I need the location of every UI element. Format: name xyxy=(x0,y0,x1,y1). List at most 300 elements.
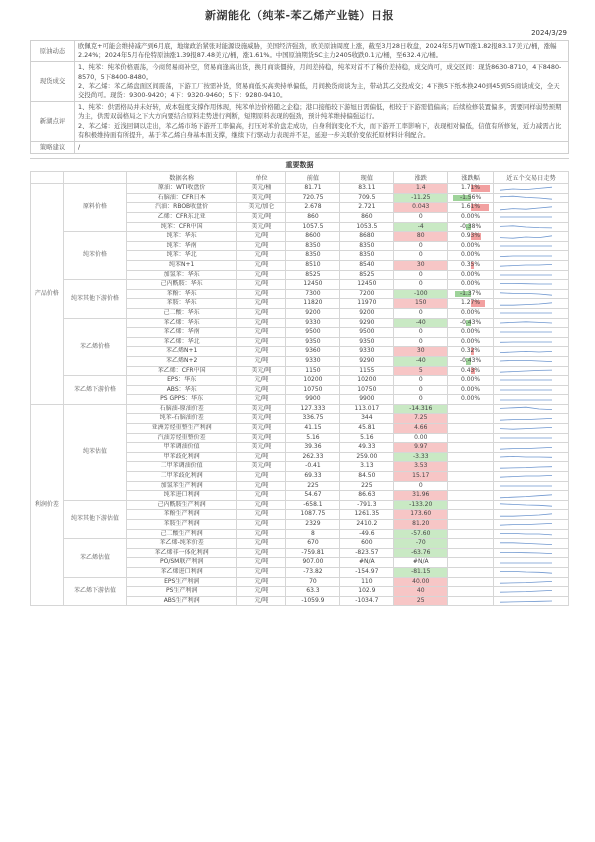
item-pct xyxy=(448,558,494,568)
item-pct xyxy=(448,567,494,577)
item-change: 7.25 xyxy=(394,414,448,424)
item-trend xyxy=(493,548,568,558)
table-row xyxy=(31,404,569,414)
item-trend xyxy=(493,337,568,347)
item-pct xyxy=(448,193,494,203)
header-cur: 现值 xyxy=(340,172,394,184)
item-prev: 7300 xyxy=(286,289,340,299)
item-unit: 元/吨 xyxy=(237,587,286,597)
item-name: ABS：华东 xyxy=(127,385,237,395)
item-prev: -759.81 xyxy=(286,548,340,558)
trend-sparkline xyxy=(496,261,556,269)
item-change: 173.60 xyxy=(394,510,448,520)
item-unit: 元/吨 xyxy=(237,596,286,606)
trend-line xyxy=(500,428,552,430)
item-change: 40.00 xyxy=(394,577,448,587)
item-unit: 元/吨 xyxy=(237,347,286,357)
item-pct xyxy=(448,347,494,357)
item-name: 苯乙烯：华北 xyxy=(127,337,237,347)
item-unit: 元/吨 xyxy=(237,260,286,270)
item-trend xyxy=(493,577,568,587)
item-change: 81.20 xyxy=(394,520,448,530)
trend-sparkline xyxy=(496,578,556,586)
item-cur: 8350 xyxy=(340,241,394,251)
trend-line xyxy=(500,226,552,228)
item-prev: 10750 xyxy=(286,385,340,395)
item-name: PS GPPS：华东 xyxy=(127,395,237,405)
item-name: 苯胺生产利润 xyxy=(127,520,237,530)
pct-text: -0.43% xyxy=(459,318,482,326)
item-pct xyxy=(448,308,494,318)
item-cur: 10750 xyxy=(340,385,394,395)
pct-text: 0.35% xyxy=(461,260,481,268)
item-prev: 670 xyxy=(286,539,340,549)
item-trend xyxy=(493,347,568,357)
item-name: ABS生产利润 xyxy=(127,596,237,606)
pct-text: 0.00% xyxy=(461,395,481,403)
item-name: 原油：WTI收盘价 xyxy=(127,184,237,194)
item-change: -4 xyxy=(394,222,448,232)
item-unit: 元/吨 xyxy=(237,308,286,318)
subgroup-label: 苯乙烯下游估值 xyxy=(63,577,126,606)
item-unit: 元/吨 xyxy=(237,567,286,577)
item-change: -133.20 xyxy=(394,500,448,510)
item-cur: 860 xyxy=(340,213,394,223)
item-pct xyxy=(448,222,494,232)
item-pct xyxy=(448,356,494,366)
trend-line xyxy=(500,322,552,323)
item-name: 纯苯：华北 xyxy=(127,251,237,261)
trend-line xyxy=(500,284,552,285)
item-cur: 1261.35 xyxy=(340,510,394,520)
item-change: 0 xyxy=(394,280,448,290)
item-pct xyxy=(448,433,494,443)
overview-comment-paragraph: 2、苯乙烯：近浅回调以走出，苯乙烯市场下游开工率偏高，打压对苯价盘走成功，自身利润变化不大，而下游开工率影响下，表现相对偏低，信值有所修复，近力减需占比有积极维持面有所提升，基于苯乙烯自身基本面支撑，继续下行驱动力表现并不足，延迎一步关联价变依托原材料计利配合。 xyxy=(78,121,562,139)
item-unit: 美元/吨 xyxy=(237,424,286,434)
item-trend xyxy=(493,481,568,491)
trend-sparkline xyxy=(496,568,556,576)
item-trend xyxy=(493,213,568,223)
item-cur: 45.81 xyxy=(340,424,394,434)
item-name: PO/SM联产利润 xyxy=(127,558,237,568)
item-change: 31.96 xyxy=(394,491,448,501)
item-change: -14.316 xyxy=(394,404,448,414)
item-change: 5 xyxy=(394,366,448,376)
trend-sparkline xyxy=(496,223,556,231)
item-pct xyxy=(448,577,494,587)
trend-sparkline xyxy=(496,338,556,346)
header-prev: 前值 xyxy=(286,172,340,184)
item-change: -40 xyxy=(394,318,448,328)
item-change: 0 xyxy=(394,395,448,405)
item-trend xyxy=(493,356,568,366)
item-prev: 336.75 xyxy=(286,414,340,424)
item-cur: -49.6 xyxy=(340,529,394,539)
item-trend xyxy=(493,539,568,549)
item-trend xyxy=(493,404,568,414)
item-cur: 9500 xyxy=(340,328,394,338)
item-unit: 美元/吨 xyxy=(237,222,286,232)
item-cur: 9290 xyxy=(340,356,394,366)
item-unit: 元/吨 xyxy=(237,529,286,539)
trend-line xyxy=(500,187,552,190)
subgroup-label: 苯乙烯下游价格 xyxy=(63,376,126,405)
item-trend xyxy=(493,529,568,539)
item-name: 甲苯调油价值 xyxy=(127,443,237,453)
overview-comment-cell xyxy=(75,102,569,142)
item-unit: 元/吨 xyxy=(237,251,286,261)
item-prev: 225 xyxy=(286,481,340,491)
trend-line xyxy=(500,447,552,449)
item-cur: 10200 xyxy=(340,376,394,386)
trend-line xyxy=(500,524,552,526)
item-name: 苯乙烯：华东 xyxy=(127,318,237,328)
item-unit: 元/吨 xyxy=(237,328,286,338)
trend-sparkline xyxy=(496,386,556,394)
item-trend xyxy=(493,251,568,261)
item-change: 0.00 xyxy=(394,433,448,443)
item-trend xyxy=(493,222,568,232)
data-section-title: 重要数据 xyxy=(30,158,569,171)
item-cur: 9290 xyxy=(340,318,394,328)
item-unit: 美元/吨 xyxy=(237,443,286,453)
trend-line xyxy=(500,418,552,420)
trend-line xyxy=(500,542,552,544)
item-cur: -791.3 xyxy=(340,500,394,510)
item-unit: 美元/吨 xyxy=(237,193,286,203)
item-cur: 2410.2 xyxy=(340,520,394,530)
item-trend xyxy=(493,299,568,309)
item-prev: 127.333 xyxy=(286,404,340,414)
item-pct xyxy=(448,452,494,462)
item-cur: 84.50 xyxy=(340,472,394,482)
report-title: 新湖能化（纯苯-苯乙烯产业链）日报 xyxy=(204,9,395,22)
item-cur: 2.721 xyxy=(340,203,394,213)
item-unit: 元/吨 xyxy=(237,395,286,405)
overview-spot-cell xyxy=(75,62,569,102)
subgroup-label: 纯苯估值 xyxy=(63,404,126,500)
header-blank xyxy=(63,172,126,184)
trend-line xyxy=(500,407,552,409)
trend-line xyxy=(500,361,552,362)
item-unit: 元/吨 xyxy=(237,452,286,462)
item-change: 0.043 xyxy=(394,203,448,213)
item-cur: 49.33 xyxy=(340,443,394,453)
item-name: 苯乙烯进口利润 xyxy=(127,567,237,577)
item-trend xyxy=(493,260,568,270)
item-name: 苯乙烯N+1 xyxy=(127,347,237,357)
item-trend xyxy=(493,366,568,376)
item-prev: 9350 xyxy=(286,337,340,347)
pct-text: 1.71% xyxy=(461,184,481,192)
item-cur: 113.017 xyxy=(340,404,394,414)
header-name: 数据名称 xyxy=(127,172,237,184)
item-change: 80 xyxy=(394,232,448,242)
item-pct xyxy=(448,213,494,223)
trend-line xyxy=(500,552,552,553)
table-row xyxy=(31,539,569,549)
trend-sparkline xyxy=(496,348,556,356)
item-cur: 5.16 xyxy=(340,433,394,443)
trend-line xyxy=(500,476,552,478)
item-pct xyxy=(448,548,494,558)
trend-sparkline xyxy=(496,463,556,471)
item-name: 己二酸：华东 xyxy=(127,308,237,318)
item-pct xyxy=(448,510,494,520)
item-change: 25 xyxy=(394,596,448,606)
item-trend xyxy=(493,491,568,501)
item-trend xyxy=(493,241,568,251)
item-name: 二甲苯歧化利润 xyxy=(127,472,237,482)
item-name: 纯苯-石脑油价差 xyxy=(127,414,237,424)
subgroup-label: 苯乙烯估值 xyxy=(63,539,126,577)
item-name: PS生产利润 xyxy=(127,587,237,597)
trend-line xyxy=(500,514,552,516)
trend-sparkline xyxy=(496,405,556,413)
item-pct xyxy=(448,337,494,347)
item-name: 石脑油：CFR日本 xyxy=(127,193,237,203)
table-row xyxy=(31,376,569,386)
item-trend xyxy=(493,500,568,510)
item-change: #N/A xyxy=(394,558,448,568)
item-unit: 元/吨 xyxy=(237,500,286,510)
trend-line xyxy=(500,457,552,458)
trend-sparkline xyxy=(496,434,556,442)
trend-sparkline xyxy=(496,233,556,241)
item-change: 30 xyxy=(394,347,448,357)
item-prev: 69.33 xyxy=(286,472,340,482)
item-pct xyxy=(448,539,494,549)
subgroup-label: 纯苯其他下游估值 xyxy=(63,500,126,538)
item-cur: 9900 xyxy=(340,395,394,405)
pct-text: 1.27% xyxy=(461,299,481,307)
trend-line xyxy=(500,265,552,267)
item-trend xyxy=(493,395,568,405)
trend-line xyxy=(500,581,552,583)
item-cur: 11970 xyxy=(340,299,394,309)
item-cur: 12450 xyxy=(340,280,394,290)
item-pct xyxy=(448,481,494,491)
subgroup-label: 纯苯其他下游价格 xyxy=(63,280,126,318)
item-change: 30 xyxy=(394,260,448,270)
item-pct xyxy=(448,232,494,242)
item-prev: 9330 xyxy=(286,356,340,366)
item-cur: 259.00 xyxy=(340,452,394,462)
header-blank xyxy=(31,172,64,184)
item-change: 0 xyxy=(394,385,448,395)
item-name: 苯乙烯非一体化利润 xyxy=(127,548,237,558)
item-pct xyxy=(448,270,494,280)
item-trend xyxy=(493,328,568,338)
item-prev: -0.41 xyxy=(286,462,340,472)
item-unit: 元/吨 xyxy=(237,299,286,309)
item-pct xyxy=(448,424,494,434)
trend-sparkline xyxy=(496,213,556,221)
trend-sparkline xyxy=(496,300,556,308)
item-trend xyxy=(493,193,568,203)
trend-sparkline xyxy=(496,540,556,548)
overview-comment-paragraph: 1、纯苯：供需格局并未好转，成本强度支撑作用体现，纯苯单边价格随之企稳；港口接船较下游旭日需偏低，相较于下游需值偏高；后续检修装置偏多，需要同样弱势预期为主，供需双弱格局之下大方向要结合原料走势进行判断，短期原料表现的强劲，预计纯苯维持偏强运行。 xyxy=(78,103,562,121)
item-prev: 12450 xyxy=(286,280,340,290)
item-cur: -1034.7 xyxy=(340,596,394,606)
item-unit: 元/吨 xyxy=(237,232,286,242)
item-cur: 709.5 xyxy=(340,193,394,203)
overview-strategy-text: / xyxy=(75,142,569,154)
trend-sparkline xyxy=(496,396,556,404)
trend-line xyxy=(500,196,552,199)
item-prev: 1087.75 xyxy=(286,510,340,520)
item-unit: 元/吨 xyxy=(237,520,286,530)
item-name: 加氢苯生产利润 xyxy=(127,481,237,491)
item-trend xyxy=(493,462,568,472)
trend-sparkline xyxy=(496,242,556,250)
trend-line xyxy=(500,207,552,210)
item-name: 石脑油-原油价差 xyxy=(127,404,237,414)
item-prev: 9200 xyxy=(286,308,340,318)
trend-sparkline xyxy=(496,424,556,432)
item-name: 乙烯：CFR东北亚 xyxy=(127,213,237,223)
pct-text: 0.00% xyxy=(461,280,481,288)
item-cur: 8525 xyxy=(340,270,394,280)
trend-sparkline xyxy=(496,587,556,595)
trend-sparkline xyxy=(496,559,556,567)
item-pct xyxy=(448,443,494,453)
overview-spot-paragraph: 2、苯乙烯：苯乙烯盘面区间震荡，下游工厂按需补货，贸易商低买高卖持单偏低，月间换货商谈为主，带动其乙交投成交；4下换5下纸本换240到45到55商谈成交，全天交投尚可。现货：9300-9420；4下：9320-9460；5下：9280-9410。 xyxy=(78,81,560,100)
item-name: 汽油：RBOB收盘价 xyxy=(127,203,237,213)
item-trend xyxy=(493,184,568,194)
item-prev: -658.1 xyxy=(286,500,340,510)
item-cur: 8540 xyxy=(340,260,394,270)
item-name: 纯苯：华东 xyxy=(127,232,237,242)
item-prev: 2329 xyxy=(286,520,340,530)
item-trend xyxy=(493,433,568,443)
item-prev: -1059.9 xyxy=(286,596,340,606)
item-name: 苯乙烯：CFR中国 xyxy=(127,366,237,376)
item-prev: 1150 xyxy=(286,366,340,376)
overview-label-spot: 现货成交 xyxy=(31,62,75,102)
item-cur: #N/A xyxy=(340,558,394,568)
data-header-row xyxy=(31,172,569,184)
item-change: -11.25 xyxy=(394,193,448,203)
item-name: 苯乙烯：华南 xyxy=(127,328,237,338)
overview-row-crude xyxy=(31,41,569,62)
item-change: 3.53 xyxy=(394,462,448,472)
item-name: 纯苯：华南 xyxy=(127,241,237,251)
item-name: EPS生产利润 xyxy=(127,577,237,587)
item-trend xyxy=(493,270,568,280)
item-trend xyxy=(493,567,568,577)
item-trend xyxy=(493,232,568,242)
item-prev: 9360 xyxy=(286,347,340,357)
trend-sparkline xyxy=(496,530,556,538)
item-unit: 美元/吨 xyxy=(237,462,286,472)
item-prev: 907.00 xyxy=(286,558,340,568)
item-unit: 元/吨 xyxy=(237,376,286,386)
item-prev: 262.33 xyxy=(286,452,340,462)
item-unit: 元/吨 xyxy=(237,539,286,549)
item-cur: 1155 xyxy=(340,366,394,376)
item-pct xyxy=(448,376,494,386)
item-cur: 110 xyxy=(340,577,394,587)
pct-text: 0.93% xyxy=(461,232,481,240)
item-trend xyxy=(493,472,568,482)
trend-line xyxy=(500,302,552,304)
item-trend xyxy=(493,587,568,597)
item-trend xyxy=(493,510,568,520)
item-pct xyxy=(448,318,494,328)
item-prev: 1057.5 xyxy=(286,222,340,232)
pct-text: 1.61% xyxy=(461,203,481,211)
trend-sparkline xyxy=(496,252,556,260)
item-name: 纯苯：CFR中国 xyxy=(127,222,237,232)
item-cur: 102.9 xyxy=(340,587,394,597)
trend-line xyxy=(500,572,552,574)
item-prev: 8350 xyxy=(286,241,340,251)
item-prev: 8350 xyxy=(286,251,340,261)
header-trend: 近五个交易日走势 xyxy=(493,172,568,184)
item-change: 15.17 xyxy=(394,472,448,482)
item-pct xyxy=(448,491,494,501)
item-unit: 元/吨 xyxy=(237,337,286,347)
trend-line xyxy=(500,256,552,257)
item-unit: 美元/桶 xyxy=(237,184,286,194)
pct-text: 0.00% xyxy=(461,385,481,393)
item-pct xyxy=(448,328,494,338)
item-prev: 8 xyxy=(286,529,340,539)
overview-table xyxy=(30,40,569,154)
overview-row-spot xyxy=(31,62,569,102)
item-prev: 720.75 xyxy=(286,193,340,203)
item-unit: 元/吨 xyxy=(237,385,286,395)
item-prev: 8525 xyxy=(286,270,340,280)
item-change: -3.33 xyxy=(394,452,448,462)
item-cur: 86.63 xyxy=(340,491,394,501)
item-unit: 元/吨 xyxy=(237,280,286,290)
trend-sparkline xyxy=(496,511,556,519)
trend-sparkline xyxy=(496,597,556,605)
trend-line xyxy=(500,235,552,237)
pct-text: 0.00% xyxy=(461,241,481,249)
item-name: EPS：华东 xyxy=(127,376,237,386)
trend-line xyxy=(500,466,552,468)
item-pct xyxy=(448,289,494,299)
item-change: 0 xyxy=(394,376,448,386)
item-name: 己内酰胺生产利润 xyxy=(127,500,237,510)
table-row xyxy=(31,280,569,290)
item-unit: 元/吨 xyxy=(237,481,286,491)
item-cur: -154.97 xyxy=(340,567,394,577)
trend-sparkline xyxy=(496,444,556,452)
item-name: 甲苯歧化利润 xyxy=(127,452,237,462)
item-change: 0 xyxy=(394,251,448,261)
trend-line xyxy=(500,504,552,506)
trend-sparkline xyxy=(496,549,556,557)
item-change: 0 xyxy=(394,481,448,491)
item-prev: 8600 xyxy=(286,232,340,242)
pct-text: 0.00% xyxy=(461,270,481,278)
item-change: 40 xyxy=(394,587,448,597)
item-name: 己内酰胺：华东 xyxy=(127,280,237,290)
item-cur: -823.57 xyxy=(340,548,394,558)
item-prev: 81.71 xyxy=(286,184,340,194)
item-trend xyxy=(493,424,568,434)
item-trend xyxy=(493,443,568,453)
item-pct xyxy=(448,251,494,261)
item-unit: 元/吨 xyxy=(237,548,286,558)
trend-sparkline xyxy=(496,482,556,490)
major-group-label: 利润价差 xyxy=(31,404,64,605)
item-name: 二甲苯调油价值 xyxy=(127,462,237,472)
